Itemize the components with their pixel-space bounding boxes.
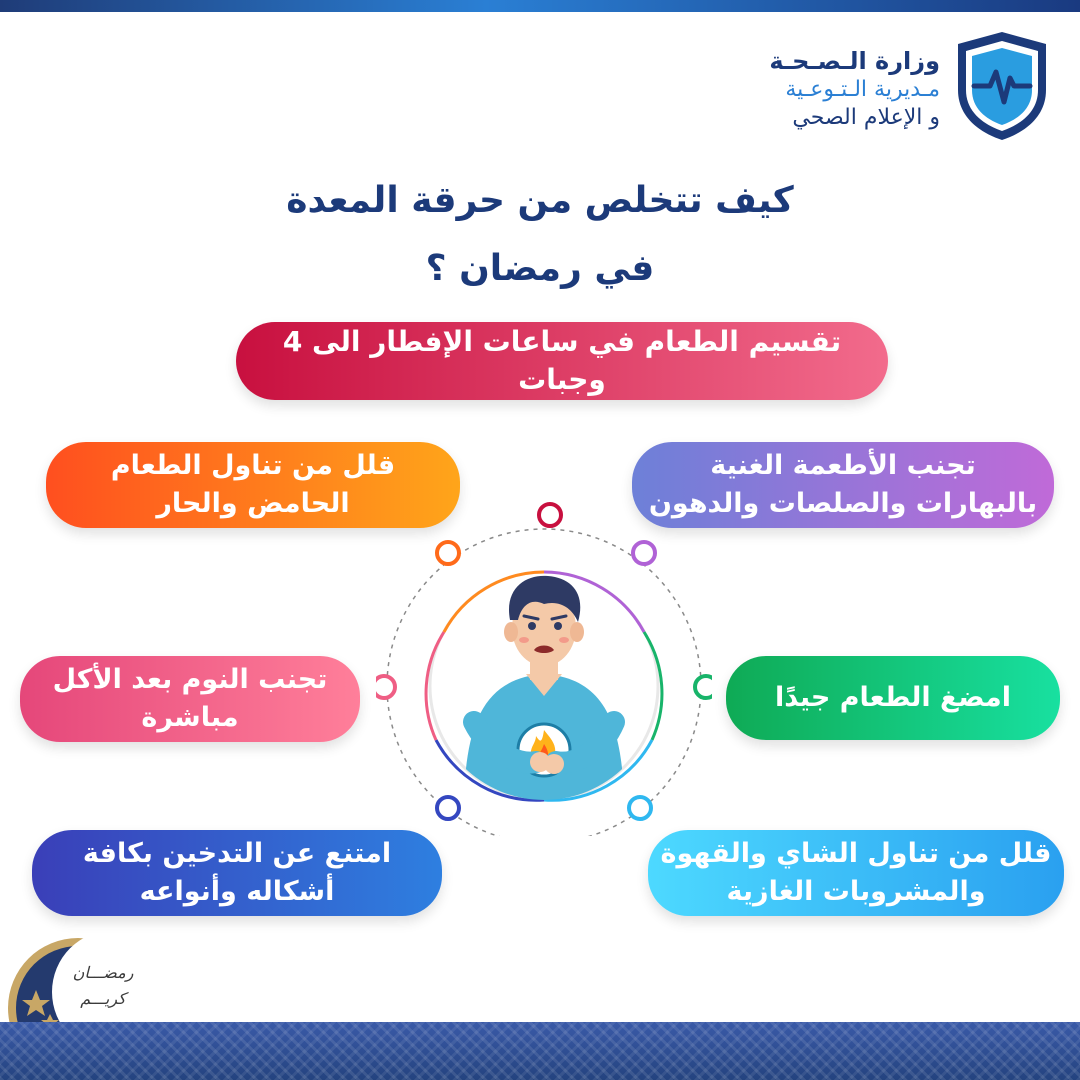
tip-chew-well: [726, 656, 1060, 740]
page-title-line-2: في رمضان ؟: [425, 248, 655, 289]
shield-heartbeat-icon: [952, 28, 1052, 144]
top-accent-bar: [0, 0, 1080, 12]
ramadan-word: رمضـــان: [72, 963, 134, 982]
bottom-pattern-band: [0, 1022, 1080, 1080]
tip-text: والمشروبات الغازية: [726, 876, 986, 907]
tip-text: قلل من تناول الشاي والقهوة: [660, 838, 1052, 869]
ramadan-kareem-label: [58, 960, 148, 1012]
tip-reduce-caffeine-soda: [648, 830, 1064, 916]
department-name: و الإعلام الصحي: [792, 105, 940, 130]
tip-text: امضغ الطعام جيدًا: [775, 682, 1012, 713]
page-title-line-1: كيف تتخلص من حرقة المعدة: [286, 180, 794, 221]
tip-text: أشكاله وأنواعه: [139, 876, 335, 907]
tip-quit-smoking: [32, 830, 442, 916]
tip-avoid-sleep-after-eating: [20, 656, 360, 742]
directorate-name: مـديرية الـتـوعـية: [785, 77, 940, 102]
marker-top: [539, 504, 561, 526]
marker-bottom-right: [629, 797, 651, 819]
marker-right: [695, 676, 712, 698]
marker-top-right: [633, 542, 655, 564]
marker-bottom-left: [437, 797, 459, 819]
central-illustration: [376, 500, 712, 836]
tip-text: تقسيم الطعام في ساعات الإفطار الى 4 وجبات: [282, 325, 842, 396]
tip-divide-meals: [236, 322, 888, 400]
kareem-word: كريـــم: [80, 989, 126, 1008]
tip-text: الحامض والحار: [156, 488, 350, 519]
tip-text: تجنب النوم بعد الأكل: [52, 664, 328, 695]
tip-text: امتنع عن التدخين بكافة: [82, 838, 392, 869]
ministry-logo: [752, 28, 1052, 148]
marker-left: [376, 676, 395, 698]
ministry-name: وزارة الـصـحـة: [769, 47, 940, 75]
person-heartburn-icon: [464, 576, 624, 800]
tip-text: قلل من تناول الطعام: [110, 450, 396, 481]
marker-top-left: [437, 542, 459, 564]
tip-text: بالبهارات والصلصات والدهون: [648, 488, 1038, 519]
tip-text: تجنب الأطعمة الغنية: [710, 450, 976, 481]
tip-text: مباشرة: [141, 702, 239, 733]
